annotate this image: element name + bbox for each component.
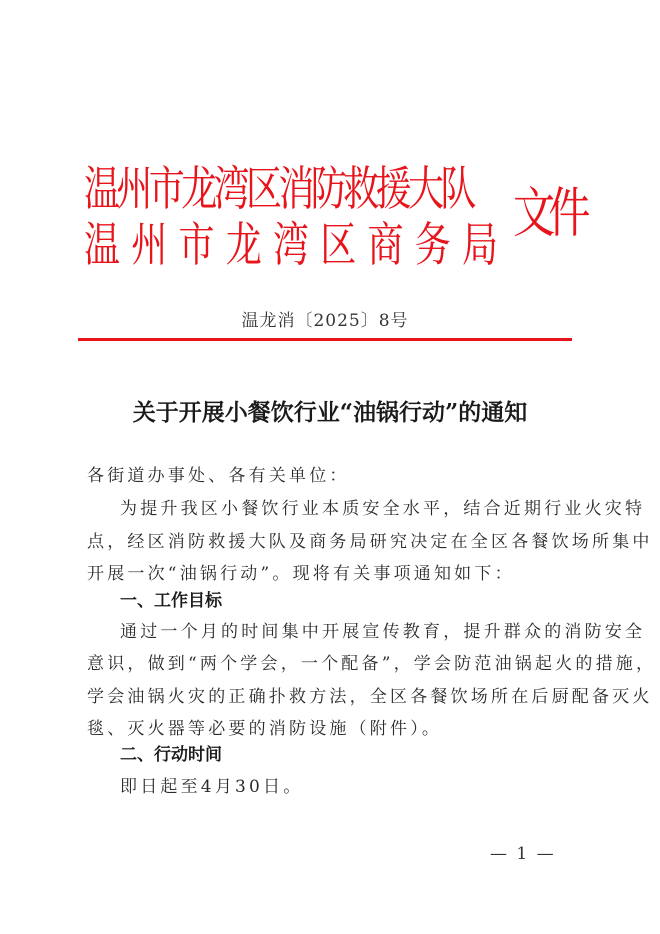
section-heading-time: 二、行动时间 bbox=[120, 745, 222, 765]
section-line: 意识，做到“两个学会，一个配备”，学会防范油锅起火的措施， bbox=[87, 654, 657, 674]
document-type-label: 文件 bbox=[513, 182, 584, 245]
intro-line: 开展一次“油锅行动”。现将有关事项通知如下： bbox=[87, 564, 515, 584]
section-line: 即日起至4月30日。 bbox=[120, 777, 304, 797]
intro-line: 为提升我区小餐饮行业本质安全水平，结合近期行业火灾特 bbox=[120, 499, 646, 519]
page-number: — 1 — bbox=[490, 844, 556, 864]
section-line: 毯、灭火器等必要的消防设施（附件）。 bbox=[87, 719, 443, 739]
salutation: 各街道办事处、各有关单位： bbox=[87, 466, 350, 486]
issuer-commerce-bureau: 温州市龙湾区商务局 bbox=[84, 218, 510, 273]
section-heading-goals: 一、工作目标 bbox=[120, 591, 222, 611]
section-line: 学会油锅火灾的正确扑救方法，全区各餐饮场所在后厨配备灭火 bbox=[87, 687, 653, 707]
issuer-fire-brigade: 温州市龙湾区消防救援大队 bbox=[84, 162, 473, 217]
intro-line: 点，经区消防救援大队及商务局研究决定在全区各餐饮场所集中 bbox=[87, 532, 653, 552]
section-line: 通过一个月的时间集中开展宣传教育，提升群众的消防安全 bbox=[120, 622, 646, 642]
red-divider-rule bbox=[78, 338, 572, 341]
document-title: 关于开展小餐饮行业“油锅行动”的通知 bbox=[132, 399, 528, 426]
document-number: 温龙消〔2025〕8号 bbox=[241, 311, 409, 331]
